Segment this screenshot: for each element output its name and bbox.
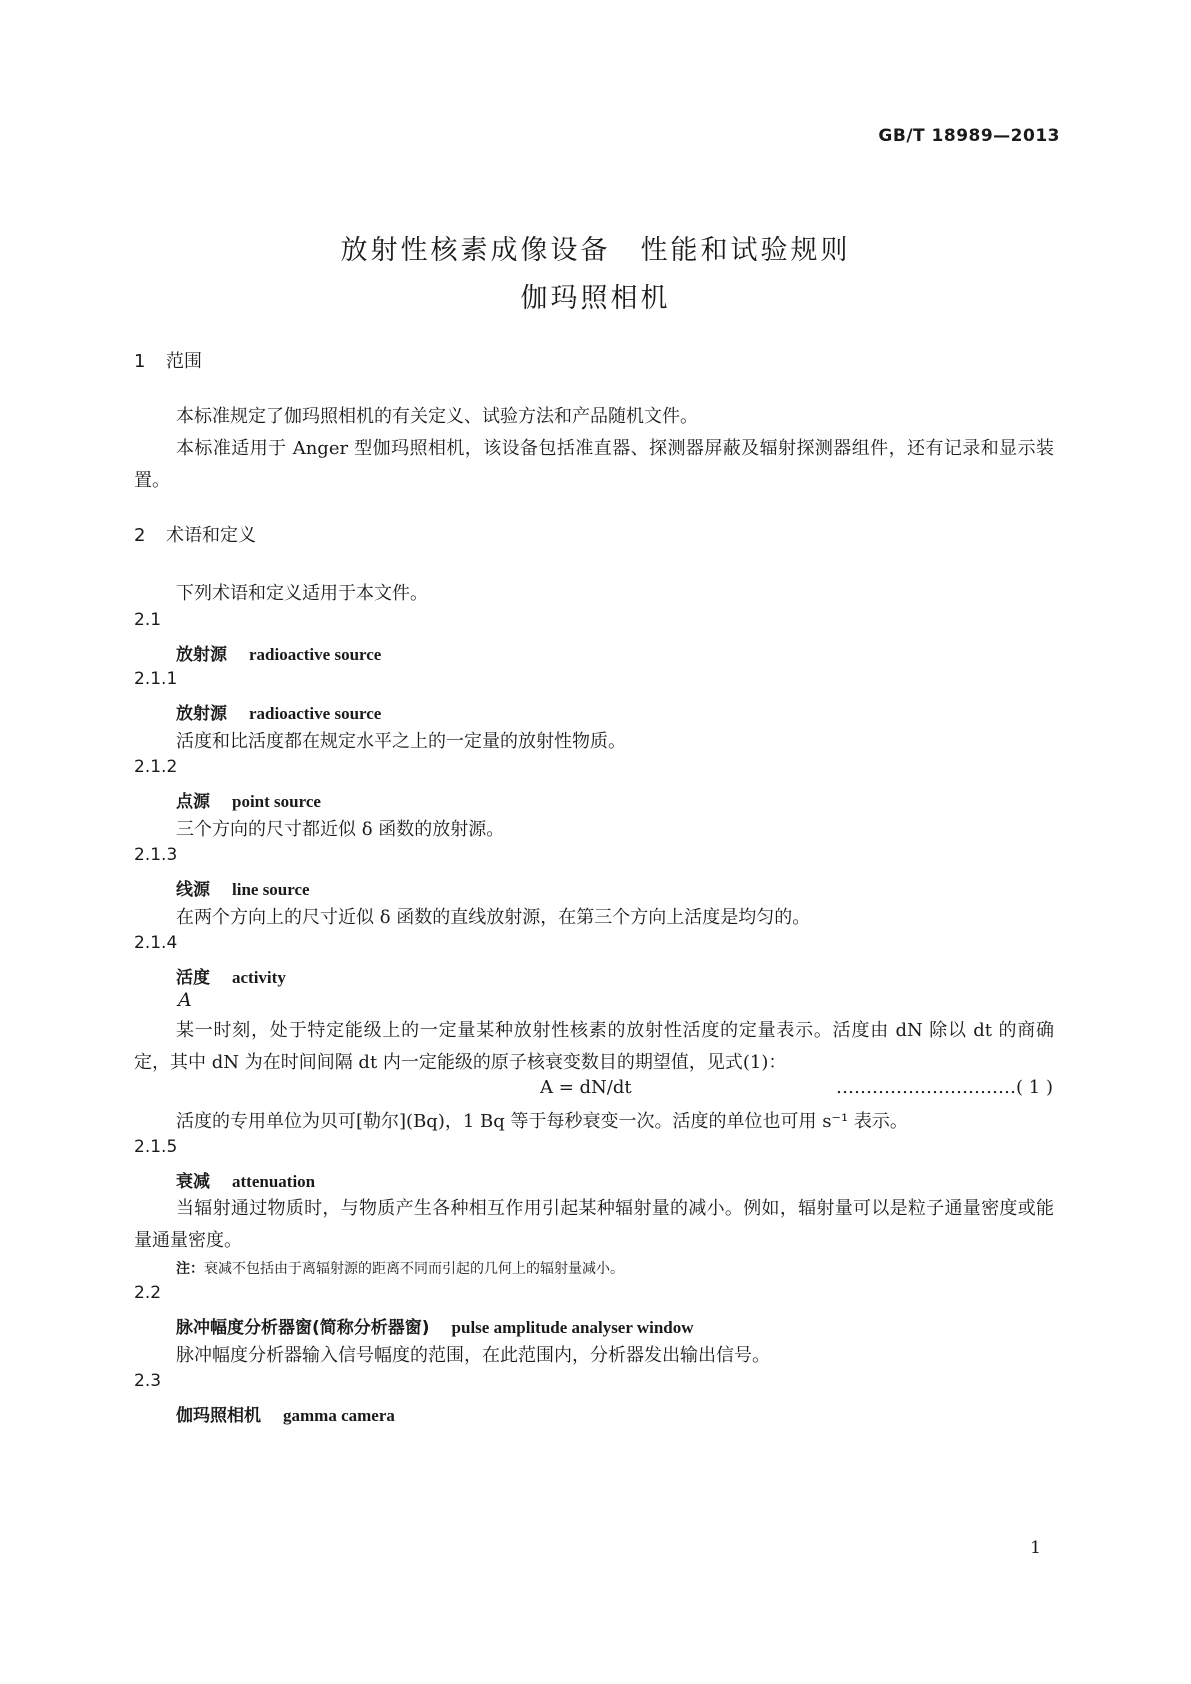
section-number: 2 — [134, 525, 146, 546]
term-definition: 当辐射通过物质时，与物质产生各种相互作用引起某种辐射量的减小。例如，辐射量可以是粒子通量密度或能量通量密度。 — [134, 1198, 1054, 1251]
equation-number: …………………………( 1 ) — [836, 1077, 1053, 1098]
term-zh: 放射源 — [176, 704, 227, 724]
term-definition: 在两个方向上的尺寸近似 δ 函数的直线放射源，在第三个方向上活度是均匀的。 — [176, 907, 811, 928]
clause-number: 2.1.3 — [134, 845, 178, 865]
unit-note: 活度的专用单位为贝可[勒尔](Bq)，1 Bq 等于每秒衰变一次。活度的单位也可用 s⁻¹ 表示。 — [176, 1111, 908, 1132]
clause-number: 2.1 — [134, 610, 162, 630]
section-number: 1 — [134, 351, 146, 372]
term-en: gamma camera — [283, 1406, 395, 1425]
term-en: activity — [232, 968, 286, 987]
document-title-line1: 放射性核素成像设备 性能和试验规则 — [340, 235, 851, 266]
term-zh: 点源 — [176, 792, 210, 812]
clause-number: 2.1.2 — [134, 757, 178, 777]
term-en: attenuation — [232, 1172, 316, 1191]
quantity-symbol: A — [178, 989, 192, 1011]
section-title: 范围 — [166, 351, 202, 372]
term-en: radioactive source — [249, 645, 382, 664]
note-text: 衰减不包括由于离辐射源的距离不同而引起的几何上的辐射量减小。 — [204, 1261, 624, 1277]
term-zh: 活度 — [176, 968, 210, 988]
term-definition: 三个方向的尺寸都近似 δ 函数的放射源。 — [176, 819, 505, 840]
term-entry — [176, 699, 381, 724]
page-number: 1 — [1030, 1538, 1041, 1558]
clause-number: 2.2 — [134, 1283, 162, 1303]
note-label: 注： — [176, 1261, 204, 1277]
term-entry — [176, 875, 310, 900]
term-zh: 线源 — [176, 880, 210, 900]
scope-paragraph-1: 本标准规定了伽玛照相机的有关定义、试验方法和产品随机文件。 — [176, 406, 698, 427]
clause-number: 2.3 — [134, 1371, 162, 1391]
term-zh: 脉冲幅度分析器窗(简称分析器窗) — [176, 1318, 430, 1338]
term-zh: 衰减 — [176, 1172, 210, 1192]
terms-intro: 下列术语和定义适用于本文件。 — [176, 583, 428, 604]
note — [176, 1258, 624, 1278]
clause-number: 2.1.4 — [134, 933, 178, 953]
section-title: 术语和定义 — [166, 525, 256, 546]
section-1-heading — [134, 347, 202, 373]
term-zh: 放射源 — [176, 645, 227, 665]
term-entry — [176, 787, 321, 812]
term-entry — [176, 1313, 694, 1338]
term-definition: 活度和比活度都在规定水平之上的一定量的放射性物质。 — [176, 731, 626, 752]
term-entry — [176, 640, 381, 665]
term-en: line source — [232, 880, 310, 899]
term-entry — [176, 963, 286, 988]
scope-paragraph-2: 本标准适用于 Anger 型伽玛照相机，该设备包括准直器、探测器屏蔽及辐射探测器组件，还有记录和显示装置。 — [134, 438, 1054, 491]
term-entry — [176, 1401, 395, 1426]
standard-number: GB/T 18989—2013 — [878, 126, 1060, 146]
term-definition: 脉冲幅度分析器输入信号幅度的范围，在此范围内，分析器发出输出信号。 — [176, 1345, 770, 1366]
clause-number: 2.1.5 — [134, 1137, 178, 1157]
term-en: radioactive source — [249, 704, 382, 723]
clause-number: 2.1.1 — [134, 669, 178, 689]
term-en: point source — [232, 792, 321, 811]
section-2-heading — [134, 521, 256, 547]
term-entry — [176, 1167, 315, 1192]
formula: A = dN/dt — [540, 1077, 632, 1098]
term-zh: 伽玛照相机 — [176, 1406, 261, 1426]
document-title-line2: 伽玛照相机 — [520, 283, 671, 314]
term-en: pulse amplitude analyser window — [451, 1318, 694, 1337]
term-definition: 某一时刻，处于特定能级上的一定量某种放射性核素的放射性活度的定量表示。活度由 dN 除以 dt 的商确定，其中 dN 为在时间间隔 dt 内一定能级的原子核衰变数目的期望值，见式(1)： — [134, 1020, 1054, 1073]
